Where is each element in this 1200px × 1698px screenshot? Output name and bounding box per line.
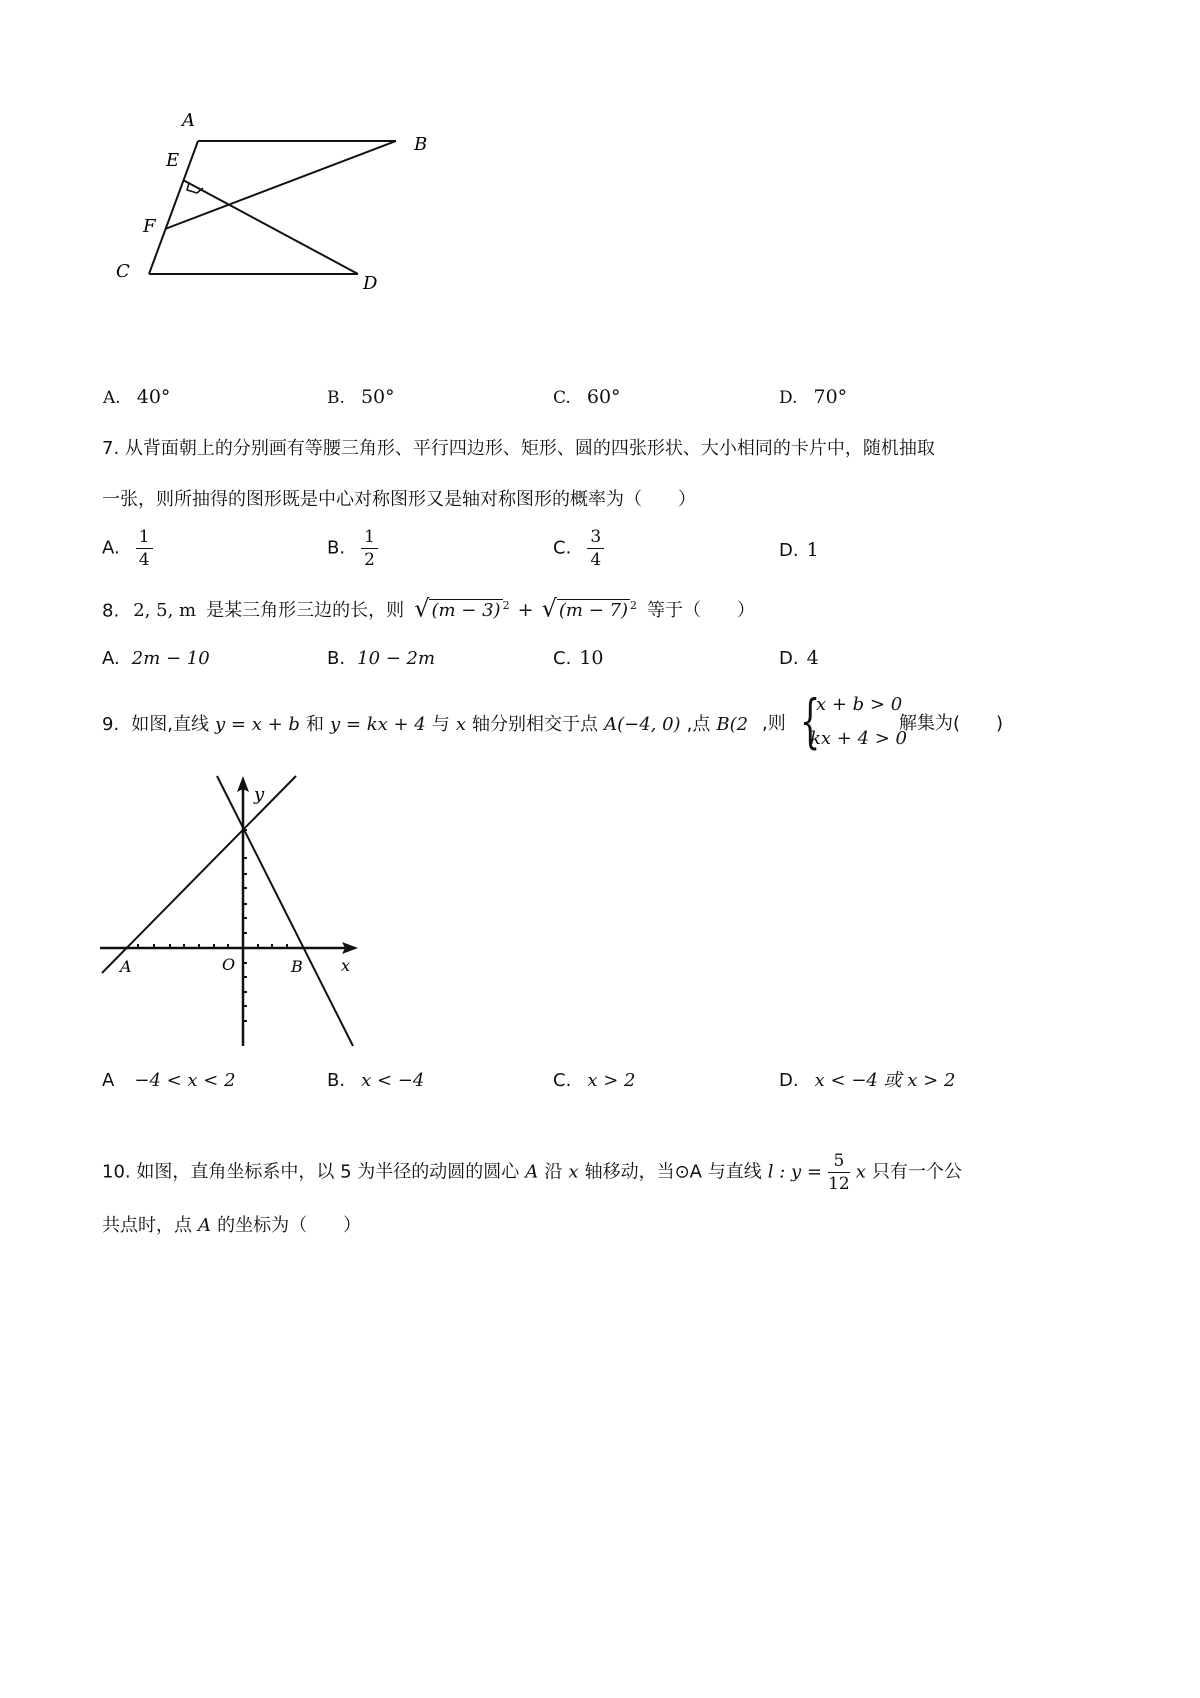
option-value: 50° bbox=[360, 386, 395, 408]
option-value: x < −4 或 x > 2 bbox=[814, 1070, 956, 1091]
label-a: A bbox=[182, 110, 195, 131]
x-variable: x bbox=[455, 714, 466, 735]
radical-1 bbox=[414, 594, 509, 623]
label-c: C bbox=[116, 261, 130, 282]
option-value: 40° bbox=[136, 386, 171, 408]
stem-text: 等于（ ） bbox=[647, 600, 756, 622]
question-number: 8. bbox=[102, 600, 120, 622]
q8-option-a[interactable] bbox=[102, 646, 210, 671]
stem-text: 是某三角形三边的长，则 bbox=[206, 600, 405, 622]
q9-then: ,则 bbox=[762, 713, 786, 734]
center-a: A bbox=[525, 1161, 539, 1183]
radical-2 bbox=[542, 594, 637, 623]
q9-option-c[interactable] bbox=[553, 1068, 635, 1093]
fraction bbox=[361, 526, 378, 571]
option-value: 2m − 10 bbox=[131, 648, 210, 669]
question-number: 9. bbox=[102, 714, 120, 735]
stem-text: ,点 bbox=[686, 714, 711, 735]
point-b: B(2 bbox=[716, 714, 749, 735]
equation-2: y = kx + 4 bbox=[330, 714, 426, 735]
point-a: A(−4, 0) bbox=[604, 714, 681, 735]
label-d: D bbox=[363, 273, 378, 294]
option-label: B. bbox=[327, 1070, 346, 1091]
segment-bf bbox=[165, 141, 396, 229]
q6-option-d[interactable] bbox=[779, 385, 847, 410]
inequality-2: kx + 4 > 0 bbox=[810, 728, 908, 749]
option-value: 60° bbox=[586, 386, 621, 408]
q10-line-1 bbox=[102, 1150, 962, 1195]
plus-sign: + bbox=[517, 599, 534, 622]
stem-text: 如图,直线 bbox=[131, 714, 209, 735]
inequality-1: x + b > 0 bbox=[816, 694, 903, 715]
origin-label: O bbox=[222, 955, 236, 974]
radicand-1: (m − 3) bbox=[431, 600, 501, 622]
option-label: D. bbox=[779, 388, 798, 408]
exponent: 2 bbox=[502, 599, 510, 612]
option-label: A. bbox=[102, 537, 120, 559]
x-axis-label: x bbox=[341, 956, 351, 975]
stem-text: 共点时，点 bbox=[102, 1215, 192, 1236]
denominator: 4 bbox=[590, 550, 602, 570]
x-variable: x bbox=[568, 1161, 579, 1183]
q8-option-b[interactable] bbox=[327, 646, 435, 671]
stem-text: 10. 如图，直角坐标系中，以 5 为半径的动圆的圆心 bbox=[102, 1161, 520, 1183]
option-label: D. bbox=[779, 648, 799, 669]
option-label: C. bbox=[553, 1070, 572, 1091]
q9-stem bbox=[102, 712, 748, 737]
x-variable: x bbox=[855, 1161, 866, 1183]
point-a-label: A bbox=[120, 957, 132, 976]
q7-option-a[interactable] bbox=[102, 526, 153, 571]
radical-sign-icon: √ bbox=[414, 594, 430, 623]
option-label: A. bbox=[103, 388, 121, 408]
label-f: F bbox=[143, 216, 156, 237]
label-e: E bbox=[166, 150, 180, 171]
numerator: 1 bbox=[136, 526, 153, 549]
option-value: −4 < x < 2 bbox=[134, 1070, 236, 1091]
option-label: D. bbox=[779, 1070, 799, 1091]
q6-option-b[interactable] bbox=[327, 385, 395, 410]
side-lengths: 2, 5, m bbox=[133, 600, 197, 622]
radicand-2: (m − 7) bbox=[558, 600, 628, 622]
q9-option-a[interactable] bbox=[102, 1068, 236, 1093]
q7-option-c[interactable] bbox=[553, 526, 604, 571]
stem-text: 的坐标为（ ） bbox=[217, 1215, 362, 1236]
denominator: 4 bbox=[138, 550, 150, 570]
stem-text: 和 bbox=[305, 714, 324, 735]
option-label: C. bbox=[553, 648, 572, 669]
stem-text: 只有一个公 bbox=[871, 1161, 962, 1183]
inequality-system bbox=[800, 687, 908, 758]
q8-option-c[interactable] bbox=[553, 646, 604, 671]
numerator: 3 bbox=[587, 526, 604, 549]
denominator: 2 bbox=[364, 550, 375, 570]
option-label: A. bbox=[102, 648, 120, 669]
exponent: 2 bbox=[629, 599, 637, 612]
radical-sign-icon: √ bbox=[541, 594, 557, 623]
y-axis-label: y bbox=[254, 784, 265, 805]
point-b-label: B bbox=[291, 957, 303, 976]
q6-option-a[interactable] bbox=[103, 385, 170, 410]
q7-option-d[interactable] bbox=[779, 538, 819, 563]
option-value: x < −4 bbox=[361, 1070, 425, 1091]
line-y-eq-kx-plus-4 bbox=[217, 776, 353, 1046]
q7-line-1: 7. 从背面朝上的分别画有等腰三角形、平行四边形、矩形、圆的四张形状、大小相同的卡片中，随机抽取 bbox=[102, 438, 935, 459]
option-label: C. bbox=[553, 537, 572, 559]
option-label: D. bbox=[779, 540, 799, 561]
equation-1: y = x + b bbox=[215, 714, 300, 735]
q7-line-2: 一张，则所抽得的图形既是中心对称图形又是轴对称图形的概率为（ ） bbox=[102, 489, 696, 510]
option-value: 10 bbox=[579, 647, 604, 669]
option-value: 1 bbox=[806, 539, 819, 561]
stem-text: 轴分别相交于点 bbox=[472, 714, 599, 735]
q8-option-d[interactable] bbox=[779, 646, 819, 671]
q9-tail: 解集为( ) bbox=[899, 713, 1004, 734]
option-value: 70° bbox=[813, 386, 848, 408]
denominator: 12 bbox=[828, 1174, 850, 1194]
q6-option-c[interactable] bbox=[553, 385, 621, 410]
option-label: B. bbox=[327, 648, 346, 669]
coordinate-graph-q9 bbox=[96, 770, 366, 1052]
fraction bbox=[587, 526, 604, 571]
stem-text: 轴移动，当⊙A 与直线 bbox=[584, 1161, 762, 1183]
option-label: B. bbox=[327, 537, 346, 559]
option-label: A bbox=[102, 1070, 115, 1091]
option-label: B. bbox=[327, 388, 345, 408]
fraction bbox=[828, 1150, 850, 1195]
line-l-equation: l : y = bbox=[767, 1161, 823, 1183]
label-b: B bbox=[414, 134, 428, 155]
q7-option-b[interactable] bbox=[327, 526, 378, 571]
numerator: 5 bbox=[828, 1150, 850, 1173]
fraction bbox=[136, 526, 153, 571]
q9-option-b[interactable] bbox=[327, 1068, 424, 1093]
option-value: 10 − 2m bbox=[357, 648, 436, 669]
option-value: 4 bbox=[806, 647, 819, 669]
stem-text: 与 bbox=[431, 714, 450, 735]
brace-icon: { bbox=[800, 687, 821, 755]
q10-line-2 bbox=[102, 1213, 361, 1238]
segment-ed bbox=[183, 180, 358, 274]
option-value: x > 2 bbox=[587, 1070, 636, 1091]
stem-text: 沿 bbox=[544, 1161, 563, 1183]
geometry-figure-q6 bbox=[100, 100, 460, 310]
q8-stem bbox=[102, 594, 755, 623]
q9-option-d[interactable] bbox=[779, 1068, 955, 1093]
numerator: 1 bbox=[361, 526, 378, 549]
option-label: C. bbox=[553, 388, 571, 408]
center-a: A bbox=[198, 1215, 212, 1236]
